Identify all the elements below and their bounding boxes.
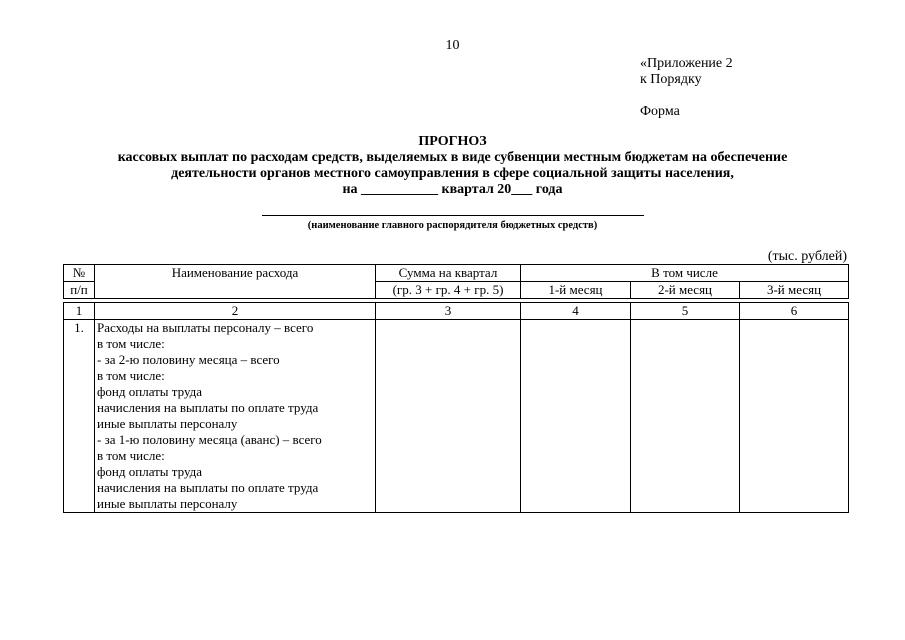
header-num-sub: п/п: [64, 282, 95, 299]
expense-line: в том числе:: [97, 368, 165, 383]
page-number: 10: [445, 38, 460, 53]
expense-line: начисления на выплаты по оплате труда: [97, 400, 319, 415]
expense-line: фонд оплаты труда: [97, 384, 203, 399]
col-number-3: 3: [376, 303, 521, 320]
appendix-line-1: «Приложение 2: [640, 56, 733, 71]
col-number-4: 4: [521, 303, 631, 320]
expense-line: иные выплаты персоналу: [97, 496, 238, 511]
form-label: Форма: [640, 104, 680, 119]
header-sum: Сумма на квартал: [376, 265, 521, 282]
expense-line: в том числе:: [97, 336, 165, 351]
row-number: 1.: [64, 320, 95, 513]
expense-line: в том числе:: [97, 448, 165, 463]
document-title: [0, 134, 905, 198]
title-line-1: кассовых выплат по расходам средств, выделяемых в виде субвенции местным бюджетам на обеспечение: [117, 150, 788, 165]
title-heading: ПРОГНОЗ: [418, 134, 487, 149]
header-sum-formula: (гр. 3 + гр. 4 + гр. 5): [376, 282, 521, 299]
title-line-2: деятельности органов местного самоуправления в сфере социальной защиты населения,: [171, 166, 734, 181]
expense-line: Расходы на выплаты персоналу – всего: [97, 320, 314, 335]
header-month-2: 2-й месяц: [631, 282, 740, 299]
appendix-note: [640, 56, 733, 88]
header-month-1: 1-й месяц: [521, 282, 631, 299]
header-row-1: [64, 265, 849, 282]
col-number-5: 5: [631, 303, 740, 320]
sum-cell: [376, 320, 521, 513]
expense-line: фонд оплаты труда: [97, 464, 203, 479]
month-3-cell: [740, 320, 849, 513]
month-1-cell: [521, 320, 631, 513]
expense-name-cell: [95, 320, 376, 513]
org-name-line: [262, 215, 644, 216]
header-num: №: [64, 265, 95, 282]
col-number-1: 1: [64, 303, 95, 320]
expense-line: начисления на выплаты по оплате труда: [97, 480, 319, 495]
expense-line: - за 1-ю половину месяца (аванс) – всего: [97, 432, 322, 447]
expense-line: иные выплаты персоналу: [97, 416, 238, 431]
expense-line: - за 2-ю половину месяца – всего: [97, 352, 280, 367]
month-2-cell: [631, 320, 740, 513]
col-number-6: 6: [740, 303, 849, 320]
header-including: В том числе: [521, 265, 849, 282]
org-name-caption: (наименование главного распорядителя бюджетных средств): [307, 220, 598, 231]
column-number-row: [64, 303, 849, 320]
header-name: Наименование расхода: [95, 265, 376, 299]
appendix-line-2: к Порядку: [640, 72, 702, 87]
forecast-table: [63, 264, 849, 513]
header-month-3: 3-й месяц: [740, 282, 849, 299]
units-label: (тыс. рублей): [767, 249, 847, 264]
table-row: [64, 320, 849, 513]
title-line-3: на ___________ квартал 20___ года: [342, 182, 563, 197]
col-number-2: 2: [95, 303, 376, 320]
